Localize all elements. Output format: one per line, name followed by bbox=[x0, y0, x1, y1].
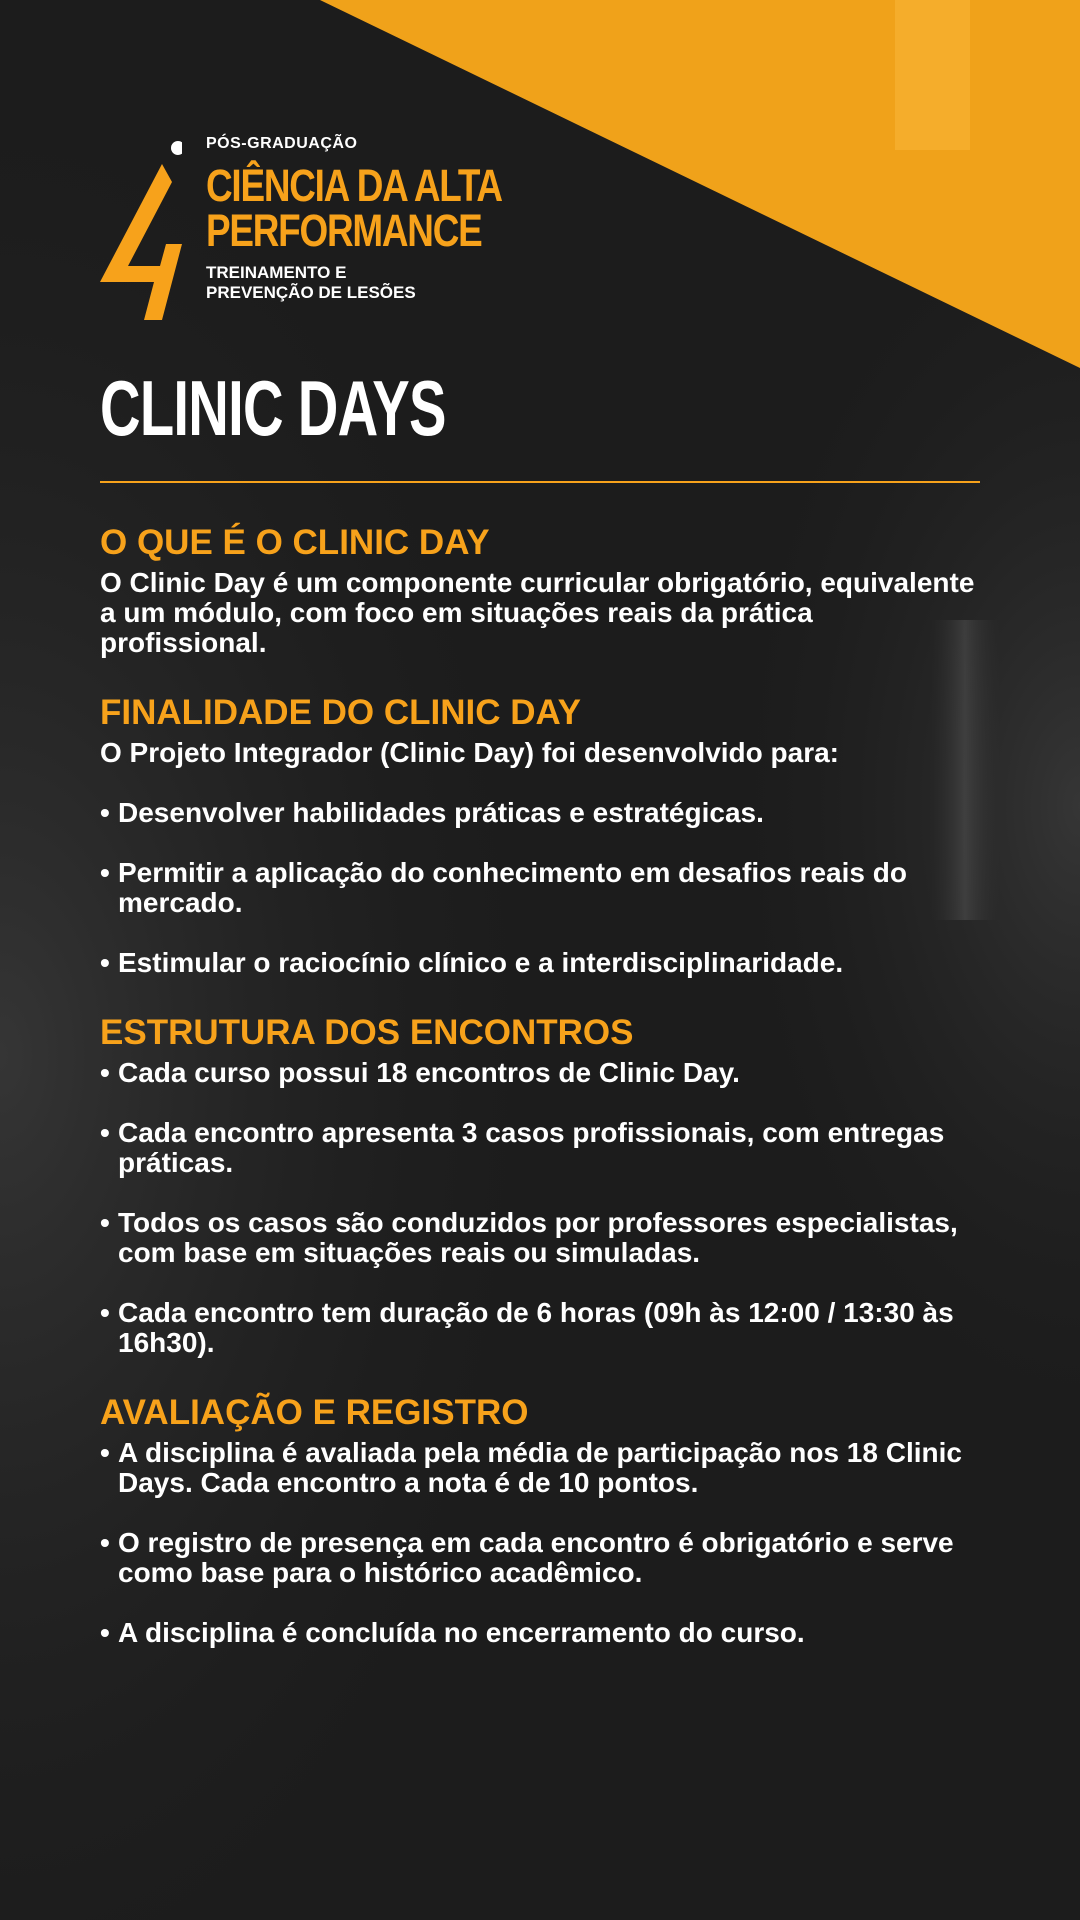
list-item: • A disciplina é avaliada pela média de participação nos 18 Clinic Days. Cada encontro a nota é de 10 pontos. bbox=[100, 1438, 980, 1498]
brand-subtitle-line-1: TREINAMENTO E bbox=[206, 263, 347, 282]
list-item: • Cada curso possui 18 encontros de Clinic Day. bbox=[100, 1058, 980, 1088]
section-purpose bbox=[100, 692, 980, 978]
sections bbox=[100, 522, 980, 1682]
page-title: CLINIC DAYS bbox=[100, 364, 446, 452]
list-item: • Cada encontro tem duração de 6 horas (09h às 12:00 / 13:30 às 16h30). bbox=[100, 1298, 980, 1358]
bullet-list bbox=[100, 798, 980, 978]
list-item: • Todos os casos são conduzidos por professores especialistas, com base em situações reais ou simuladas. bbox=[100, 1208, 980, 1268]
list-item: • Estimular o raciocínio clínico e a interdisciplinaridade. bbox=[100, 948, 980, 978]
list-item: • Desenvolver habilidades práticas e estratégicas. bbox=[100, 798, 980, 828]
bullet-list bbox=[100, 1438, 980, 1648]
section-title: ESTRUTURA DOS ENCONTROS bbox=[100, 1013, 634, 1052]
list-item: • Cada encontro apresenta 3 casos profissionais, com entregas práticas. bbox=[100, 1118, 980, 1178]
list-item: • A disciplina é concluída no encerramento do curso. bbox=[100, 1618, 980, 1648]
brand-kicker: PÓS-GRADUAÇÃO bbox=[206, 135, 358, 152]
section-title: O QUE É O CLINIC DAY bbox=[100, 523, 490, 562]
brand-title-line-2: PERFORMANCE bbox=[206, 205, 482, 256]
list-item: • O registro de presença em cada encontro é obrigatório e serve como base para o histórico acadêmico. bbox=[100, 1528, 980, 1588]
section-structure bbox=[100, 1012, 980, 1358]
bullet-list bbox=[100, 1058, 980, 1358]
brand-logo bbox=[100, 130, 500, 330]
section-title: AVALIAÇÃO E REGISTRO bbox=[100, 1393, 529, 1432]
section-title: FINALIDADE DO CLINIC DAY bbox=[100, 693, 581, 732]
logo-icon bbox=[100, 134, 182, 324]
brand-title bbox=[206, 160, 502, 256]
brand-subtitle-line-2: PREVENÇÃO DE LESÕES bbox=[206, 283, 416, 302]
section-text: O Clinic Day é um componente curricular obrigatório, equivalente a um módulo, com foco em situações reais da prática profissional. bbox=[100, 567, 975, 658]
list-item: • Permitir a aplicação do conhecimento em desafios reais do mercado. bbox=[100, 858, 980, 918]
section-what-is bbox=[100, 522, 980, 658]
divider bbox=[100, 481, 980, 483]
logo-text bbox=[206, 130, 567, 303]
section-evaluation bbox=[100, 1392, 980, 1648]
brand-title-line-1: CIÊNCIA DA ALTA bbox=[206, 160, 502, 211]
section-text: O Projeto Integrador (Clinic Day) foi desenvolvido para: bbox=[100, 737, 840, 768]
brand-subtitle bbox=[206, 263, 567, 303]
